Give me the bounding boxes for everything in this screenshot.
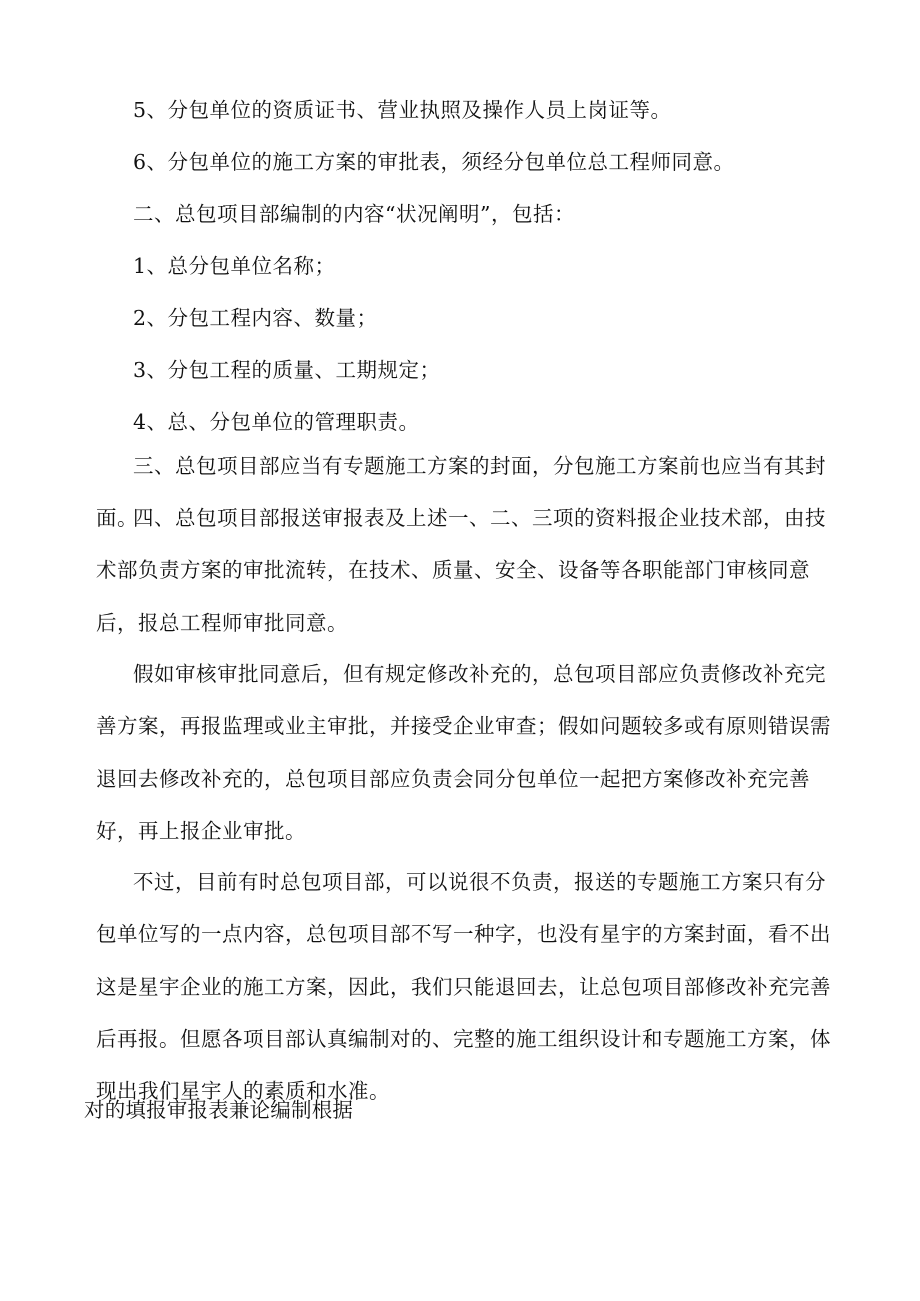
paragraph-item-3: 3、分包工程的质量、工期规定； (133, 358, 441, 382)
paragraph-item-4: 4、总、分包单位的管理职责。 (133, 410, 420, 434)
paragraph-revision: 假如审核审批同意后，但有规定修改补充的，总包项目部应负责修改补充完善方案，再报监理或业主审批，并接受企业审查；假如问题较多或有原则错误需退回去修改补充的，总包项目部应负责会同分包单位一起把方案修改补充完善好，再上报企业审批。 (96, 662, 831, 843)
paragraph-item-5: 5、分包单位的资质证书、营业执照及操作人员上岗证等。 (133, 98, 672, 122)
paragraph-remark: 不过，目前有时总包项目部，可以说很不负责，报送的专题施工方案只有分包单位写的一点内容，总包项目部不写一种字，也没有星宇的方案封面，看不出这是星宇企业的施工方案，因此，我们只能退回去，让总包项目部修改补充完善后再报。但愿各项目部认真编制对的、完整的施工组织设计和专题施工方案，体现出我们星宇人的素质和水准。 (96, 870, 831, 1104)
section-heading: 对的填报审报表兼论编制根据 (84, 1098, 354, 1122)
paragraph-section-3: 三、总包项目部应当有专题施工方案的封面，分包施工方案前也应当有其封面。 (96, 454, 826, 531)
paragraph-item-2: 2、分包工程内容、数量； (133, 306, 378, 330)
paragraph-section-4: 四、总包项目部报送审报表及上述一、二、三项的资料报企业技术部，由技术部负责方案的审批流转，在技术、质量、安全、设备等各职能部门审核同意后，报总工程师审批同意。 (96, 506, 826, 635)
paragraph-item-6: 6、分包单位的施工方案的审批表，须经分包单位总工程师同意。 (133, 150, 735, 174)
paragraph-item-1: 1、总分包单位名称； (133, 254, 336, 278)
paragraph-section-2: 二、总包项目部编制的内容“状况阐明”，包括： (133, 202, 575, 226)
